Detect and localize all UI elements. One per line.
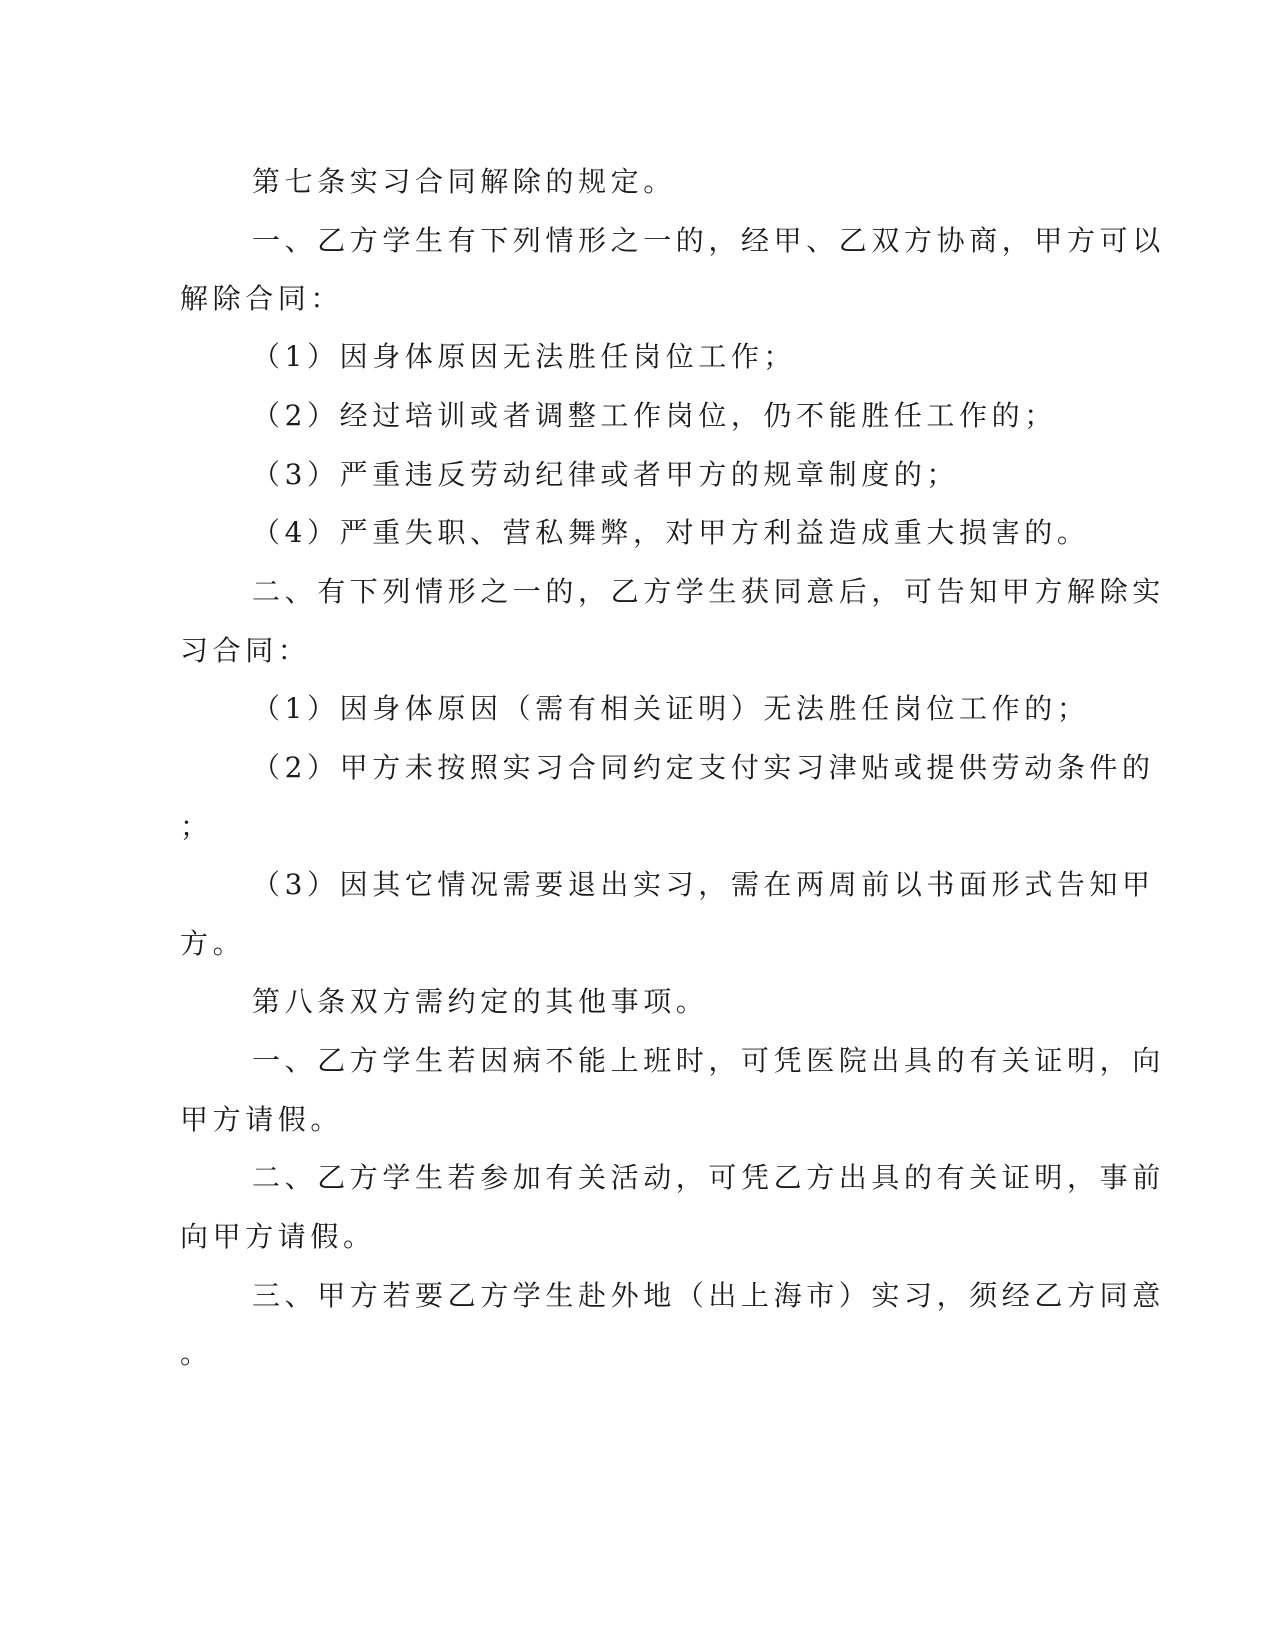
paragraph-line: 向甲方请假。: [180, 1220, 376, 1253]
paragraph-line: 甲方请假。: [180, 1103, 344, 1136]
paragraph-line: 二、有下列情形之一的，乙方学生获同意后，可告知甲方解除实: [252, 575, 1165, 608]
list-item: （1）因身体原因无法胜任岗位工作；: [252, 340, 797, 373]
list-item: （3）严重违反劳动纪律或者甲方的规章制度的；: [252, 458, 960, 491]
article-7-heading: 第七条实习合同解除的规定。: [252, 165, 676, 198]
paragraph-line: ；: [180, 810, 213, 843]
list-item: （4）严重失职、营私舞弊，对甲方利益造成重大损害的。: [252, 516, 1090, 549]
list-item: （3）因其它情况需要退出实习，需在两周前以书面形式告知甲: [252, 868, 1155, 901]
paragraph-line: 解除合同：: [180, 282, 344, 315]
article-8-heading: 第八条双方需约定的其他事项。: [252, 985, 709, 1018]
paragraph-line: 。: [180, 1337, 213, 1370]
paragraph-line: 一、乙方学生有下列情形之一的，经甲、乙双方协商，甲方可以: [252, 224, 1165, 257]
list-item: （2）甲方未按照实习合同约定支付实习津贴或提供劳动条件的: [252, 751, 1155, 784]
paragraph-line: 一、乙方学生若因病不能上班时，可凭医院出具的有关证明，向: [252, 1044, 1165, 1077]
list-item: （1）因身体原因（需有相关证明）无法胜任岗位工作的；: [252, 692, 1090, 725]
paragraph-line: 习合同：: [180, 634, 311, 667]
paragraph-line: 三、甲方若要乙方学生赴外地（出上海市）实习，须经乙方同意: [252, 1279, 1165, 1312]
paragraph-line: 二、乙方学生若参加有关活动，可凭乙方出具的有关证明，事前: [252, 1161, 1165, 1194]
paragraph-line: 方。: [180, 927, 246, 960]
list-item: （2）经过培训或者调整工作岗位，仍不能胜任工作的；: [252, 399, 1057, 432]
